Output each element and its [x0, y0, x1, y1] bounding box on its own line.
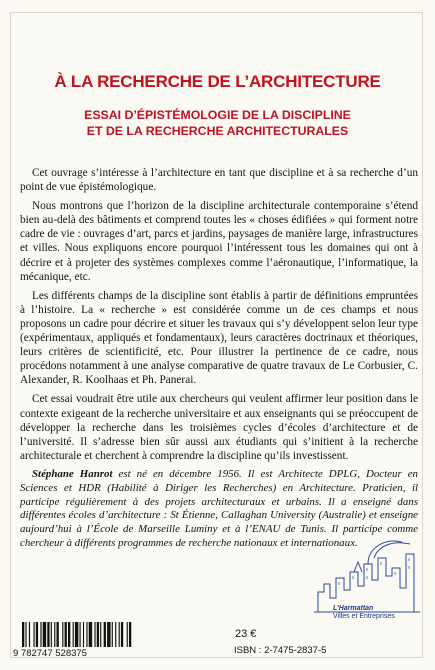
author-name: Stéphane Hanrot — [32, 468, 113, 480]
barcode-bars — [22, 622, 131, 647]
author-bio-text: est né en décembre 1956. Il est Architecte DPLG, Docteur en Sciences et HDR (Habilité à Diriger les Recherches) en Architecture. Praticien, il participe régulièrement à des projets architecturaux et urbains. Il a enseigné dans différentes écoles d’architecture : St Étienne, Callaghan University (Australie) et enseigne aujourd’hui à l’École de Marseille Luminy et à l’ENAU de Tunis. Il participe comme chercheur à différents programmes de recherche nationaux et internationaux. — [20, 468, 418, 549]
publisher-logo-text — [333, 605, 423, 621]
book-subtitle-line-1: ESSAI D’ÉPISTÉMOLOGIE DE LA DISCIPLINE — [84, 108, 351, 122]
publisher-city-logo — [314, 528, 422, 614]
publisher-name: L’Harmattan — [333, 605, 374, 612]
barcode-number: 9 782747 528375 — [13, 648, 87, 658]
isbn: ISBN : 2-7475-2837-5 — [234, 645, 327, 656]
book-subtitle-line-2: ET DE LA RECHERCHE ARCHITECTURALES — [86, 124, 349, 138]
summary-paragraph: Les différents champs de la discipline sont établis à partir de définitions empruntées à l’histoire. La « recherche » est considérée comme un de ces champs et nous proposons un cadre pour décrire et situer les travaux qui s’y développent selon leur type (expérimentaux, appliqués et fondamentaux), leurs caractères doctrinaux et théoriques, leurs critères de scientificité, etc. Pour illustrer la pertinence de ce cadre, nous procédons notamment à une analyse comparative de quatre travaux de Le Corbusier, C. Alexander, R. Koolhaas et Ph. Panerai. — [20, 289, 418, 387]
barcode — [12, 622, 182, 658]
summary-paragraph: Cet essai voudrait être utile aux chercheurs qui veulent affirmer leur position dans le contexte exigeant de la recherche universitaire et aux enseignants qui se préoccupent de développer la recherche dans les troisièmes cycles d’écoles d’architecture et de l’université. Il s’adresse bien sûr aussi aux étudiants qui s’initient à la recherche architecturale et cherchent à comprendre la discipline qu’ils investissent. — [20, 393, 418, 462]
summary-paragraph: Nous montrons que l’horizon de la discipline architecturale contemporaine s’étend bien au-delà des bâtiments et comprend toutes les « choses édifiées » qui forment notre cadre de vie : ouvrages d’art, parcs et jardins, paysages de manière large, infrastructures et villes. Nous expliquons encore pourquoi l’intéressent tous les domaines qui ont à décrire et à projeter des systèmes complexes comme l’aéronautique, l’informatique, la mécanique, etc. — [20, 200, 418, 283]
publisher-collection: Villes et Entreprises — [333, 613, 395, 620]
price: 23 € — [235, 628, 257, 640]
book-title: À LA RECHERCHE DE L’ARCHITECTURE — [54, 72, 381, 91]
summary-text — [20, 166, 418, 468]
summary-paragraph: Cet ouvrage s’intéresse à l’architecture en tant que discipline et à sa recherche d’un point de vue épistémologique. — [20, 167, 418, 194]
